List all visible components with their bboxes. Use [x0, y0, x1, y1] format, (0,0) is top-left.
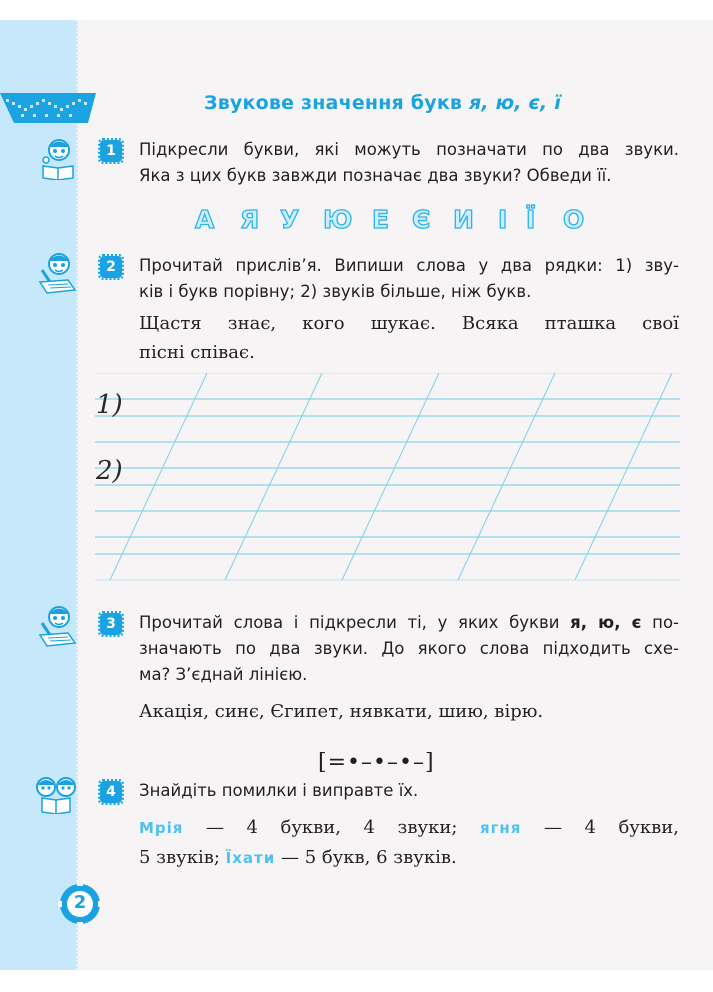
writing-kid-icon — [38, 605, 76, 647]
task-2-instruction: Прочитай прислів’я. Випиши слова у два рядки: 1) зву- ків і букв порівну; 2) звуків більше, ніж букв. — [139, 256, 679, 301]
word-list: Акація, синє, Єгипет, нявкати, шию, вірю. — [139, 701, 544, 722]
task-4-instruction: Знайдіть помилки і виправте їх. — [139, 781, 419, 800]
letter[interactable]: И — [453, 205, 474, 234]
letter[interactable]: У — [280, 205, 300, 234]
reading-kid-icon — [40, 138, 76, 180]
sound-scheme: [=•–•–•–] — [318, 750, 435, 775]
letter[interactable]: А — [195, 205, 215, 234]
highlight-word: Їхати — [225, 849, 276, 867]
task-number-badge: 2 — [100, 256, 122, 278]
letter[interactable]: Е — [372, 205, 390, 234]
error-sentences: Мрія — 4 букви, 4 звуки; ягня — 4 букви, 5 звуків; Їхати — 5 букв, 6 звуків. — [139, 817, 679, 868]
letter-row — [195, 205, 595, 235]
highlight-word: Мрія — [139, 819, 184, 837]
proverb-text: Щастя знає, кого шукає. Всяка пташка свої пісні співає. — [139, 313, 679, 363]
workbook-page — [0, 20, 713, 970]
writing-kid-icon — [38, 252, 76, 294]
task-1-instruction: Підкресли букви, які можуть позначати по два звуки. Яка з цих букв завжди позначає два звуки? Обведи її. — [139, 140, 679, 185]
letter[interactable]: Є — [412, 205, 431, 234]
task-number-badge: 4 — [100, 781, 122, 803]
letter[interactable]: Ю — [323, 205, 353, 234]
highlight-word: ягня — [479, 819, 522, 837]
two-kids-reading-icon — [34, 776, 78, 814]
task-number-badge: 1 — [100, 140, 122, 162]
letter[interactable]: І — [498, 205, 508, 234]
answer-label-2: 2) — [96, 456, 123, 486]
letter[interactable]: Я — [240, 205, 260, 234]
page-number: 2 — [73, 892, 87, 913]
task-3-instruction: Прочитай слова і підкресли ті, у яких букви я, ю, є по- значають по два звуки. До якого слова підходить схе- ма? З’єднай лінією. — [139, 613, 679, 684]
writing-lines[interactable] — [95, 373, 680, 583]
answer-label-1: 1) — [96, 390, 123, 420]
page-title: Звукове значення букв я, ю, є, ї — [204, 92, 561, 114]
task-number-badge: 3 — [100, 613, 122, 635]
letter[interactable]: Ї — [526, 205, 536, 234]
letter[interactable]: О — [563, 205, 585, 234]
embroidery-ornament-icon — [0, 93, 96, 123]
